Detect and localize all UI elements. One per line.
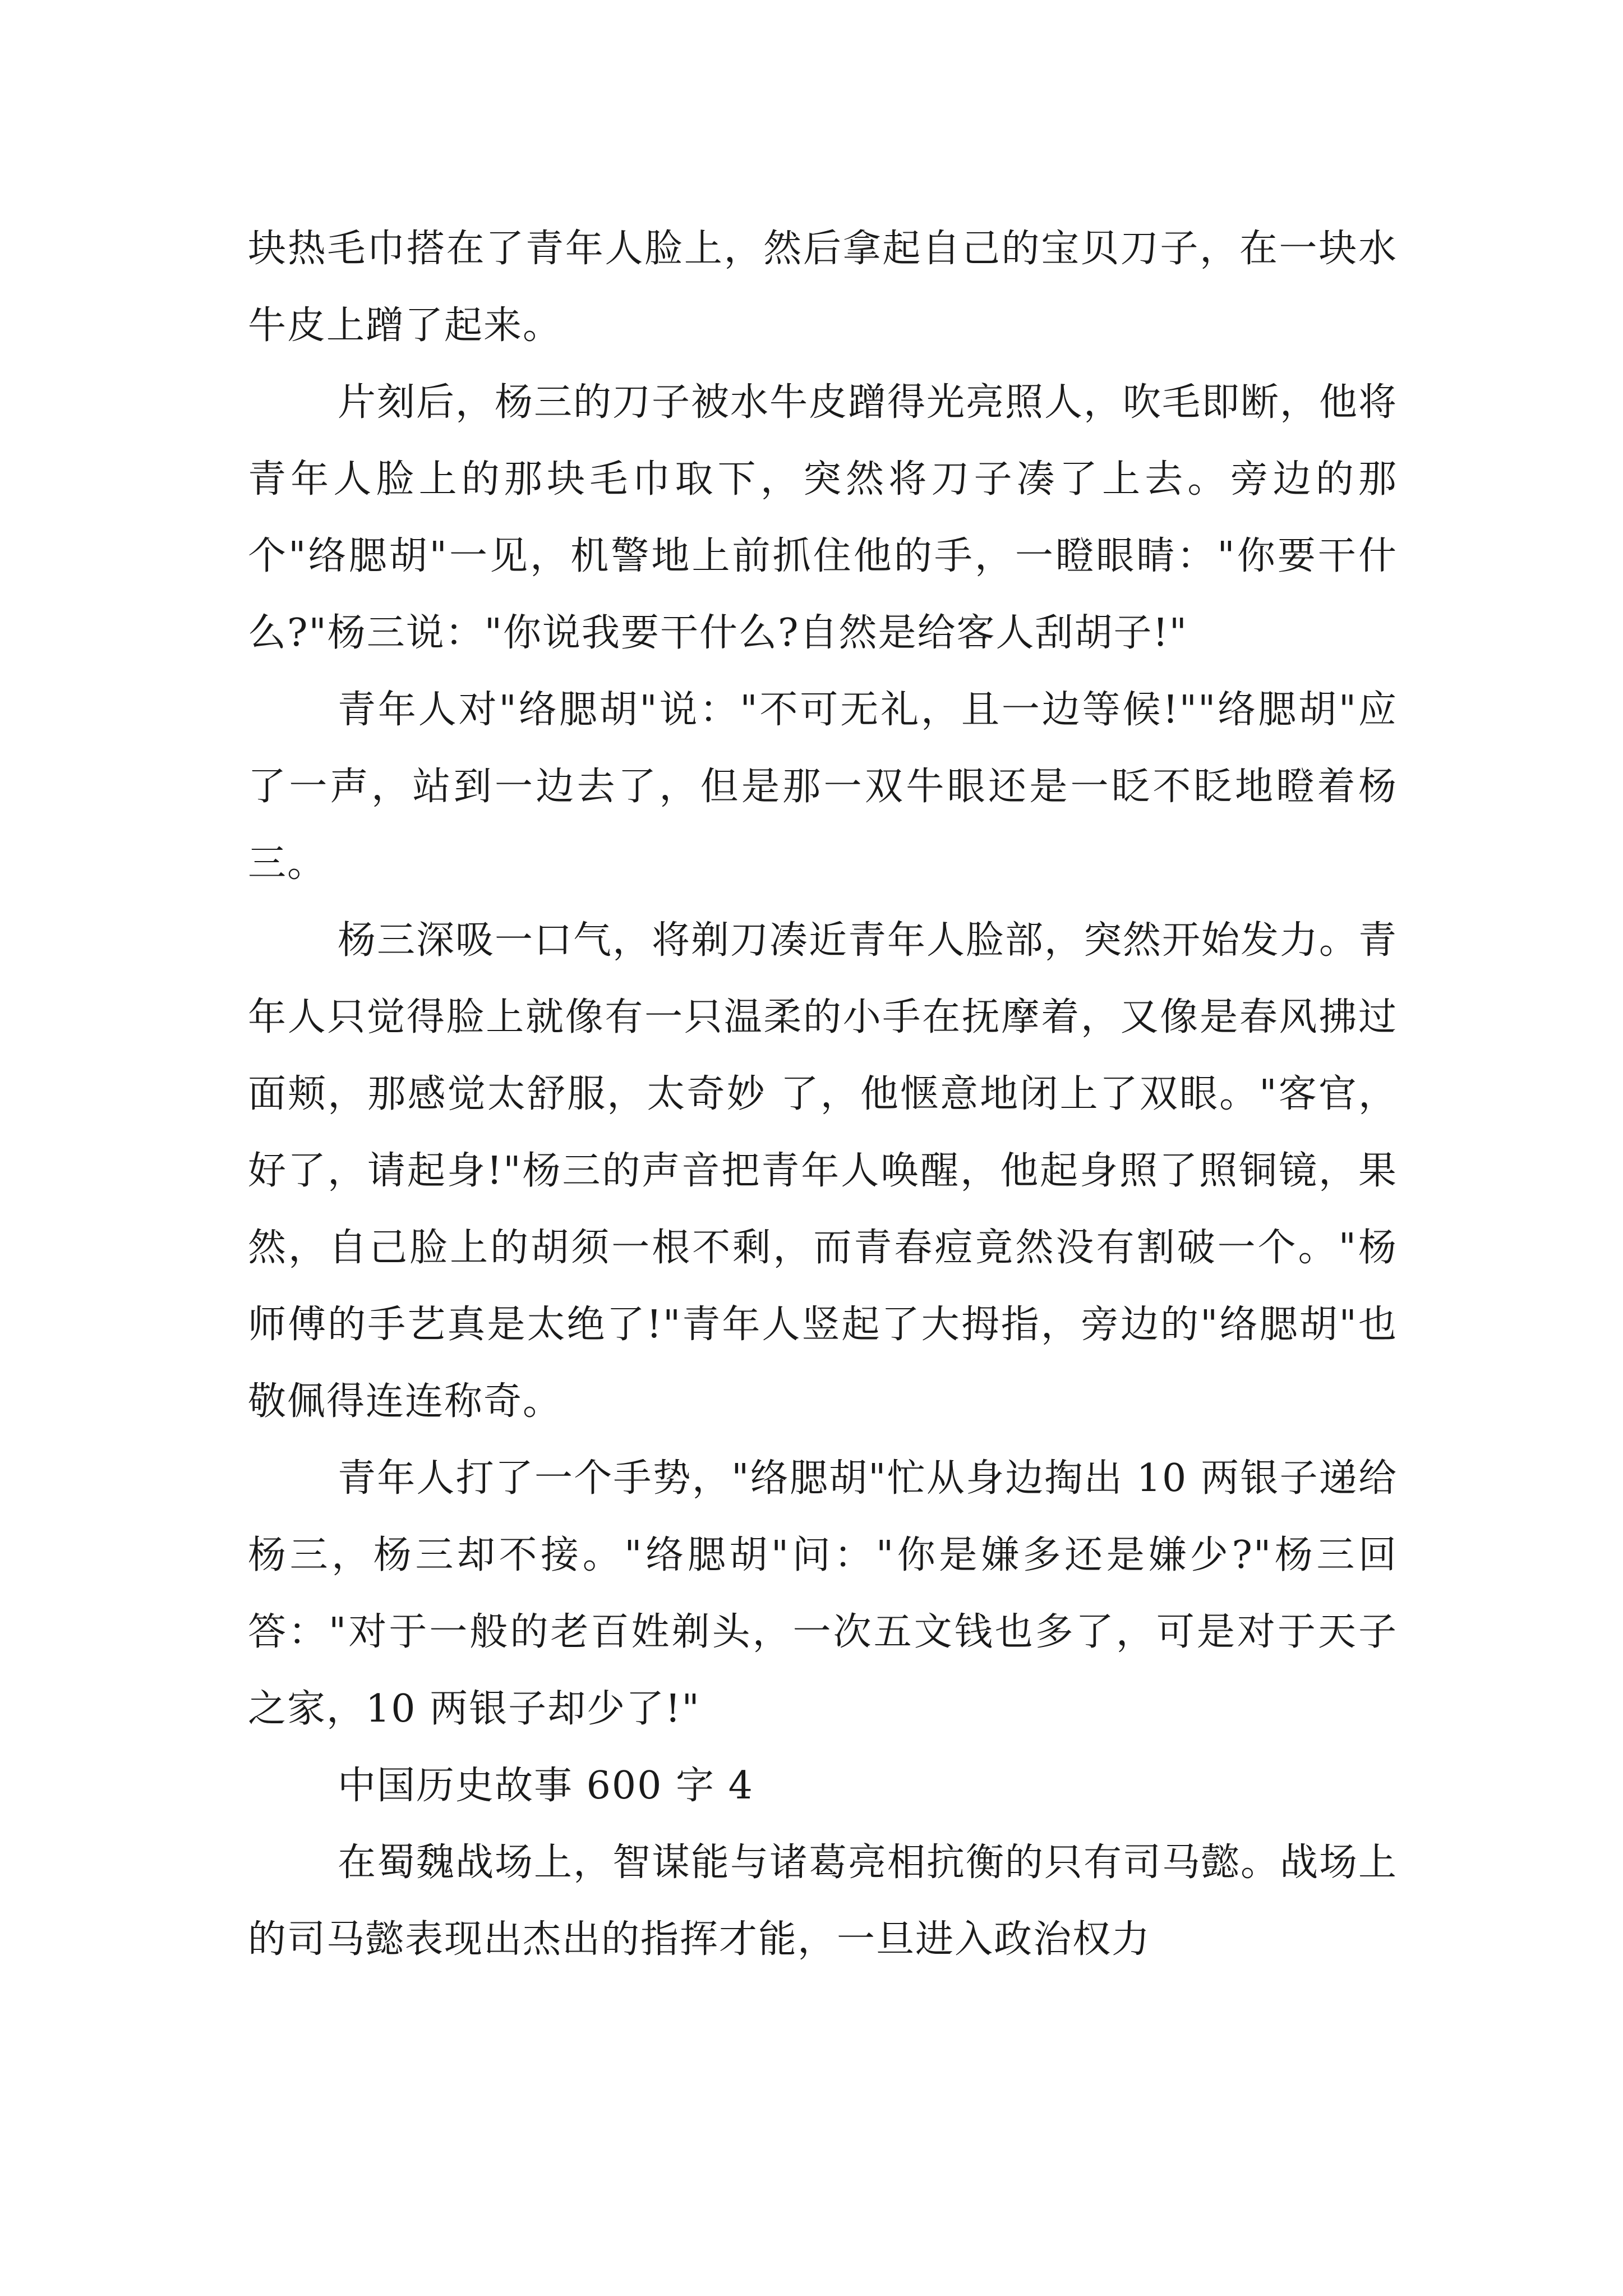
paragraph-3: 青年人对"络腮胡"说："不可无礼，且一边等候!""络腮胡"应了一声，站到一边去了，但是那一双牛眼还是一眨不眨地瞪着杨三。 <box>248 688 1398 886</box>
section-heading: 中国历史故事 600 字 4 <box>338 1764 754 1808</box>
paragraph-2: 片刻后，杨三的刀子被水牛皮蹭得光亮照人，吹毛即断，他将青年人脸上的那块毛巾取下，突然将刀子凑了上去。旁边的那个"络腮胡"一见，机警地上前抓住他的手，一瞪眼睛："你要干什么?"杨三说："你说我要干什么?自然是给客人刮胡子!" <box>248 380 1398 655</box>
paragraph-1: 块热毛巾搭在了青年人脸上，然后拿起自己的宝贝刀子，在一块水牛皮上蹭了起来。 <box>248 227 1398 348</box>
paragraph-5: 青年人打了一个手势，"络腮胡"忙从身边掏出 10 两银子递给杨三，杨三却不接。"络腮胡"问："你是嫌多还是嫌少?"杨三回答："对于一般的老百姓剃头，一次五文钱也多了，可是对于天子之家，10 两银子却少了!" <box>248 1456 1398 1731</box>
paragraph-4: 杨三深吸一口气，将剃刀凑近青年人脸部，突然开始发力。青年人只觉得脸上就像有一只温柔的小手在抚摩着，又像是春风拂过面颊，那感觉太舒服，太奇妙 了，他惬意地闭上了双眼。"客官，好了，请起身!"杨三的声音把青年人唤醒，他起身照了照铜镜，果然，自己脸上的胡须一根不剩，而青春痘竟然没有割破一个。"杨师傅的手艺真是太绝了!"青年人竖起了大拇指，旁边的"络腮胡"也敬佩得连连称奇。 <box>248 918 1398 1424</box>
paragraph-6: 在蜀魏战场上，智谋能与诸葛亮相抗衡的只有司马懿。战场上的司马懿表现出杰出的指挥才能，一旦进入政治权力 <box>248 1841 1398 1962</box>
document-body <box>248 210 1398 1978</box>
